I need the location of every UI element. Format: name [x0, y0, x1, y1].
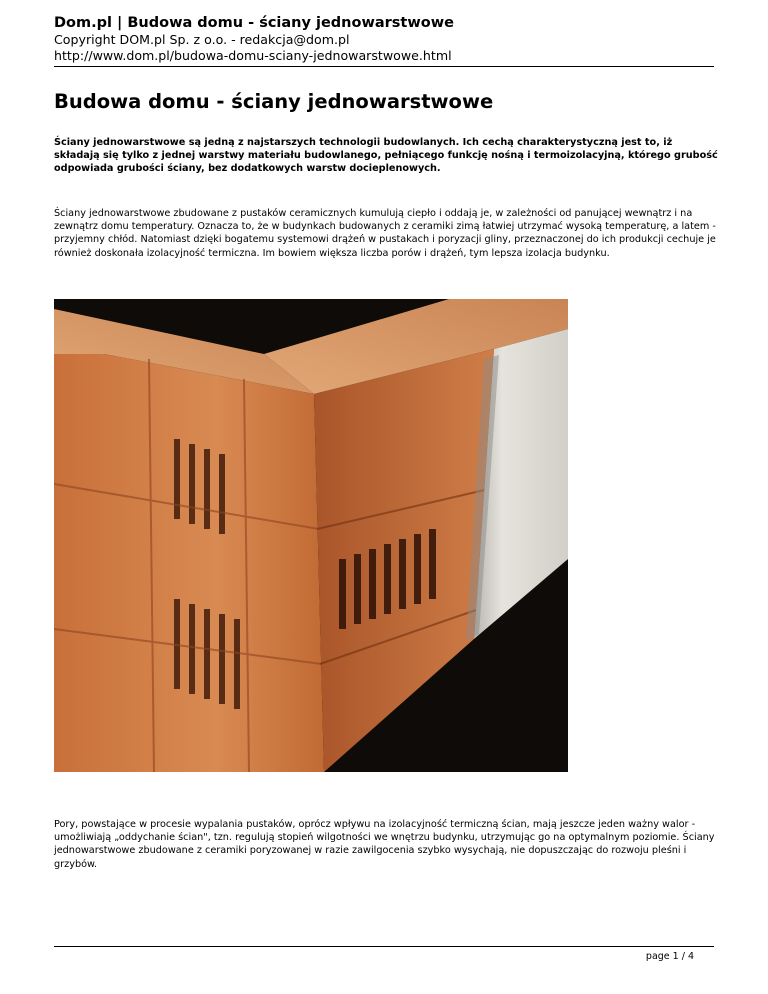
article-lead: Ściany jednowarstwowe są jedną z najstarszych technologii budowlanych. Ich cechą charakterystyczną jest to, iż składają się tylko z jednej warstwy materiału budowlanego, pełniącego funkcję nośną i termoizolacyjną, którego grubość odpowiada grubości ściany, bez dodatkowych warstw docieplenowych.	[54, 137, 718, 175]
wall-face-left	[54, 354, 324, 772]
site-title: Dom.pl | Budowa domu - ściany jednowarstwowe	[54, 15, 454, 31]
source-url[interactable]: http://www.dom.pl/budowa-domu-sciany-jednowarstwowe.html	[54, 48, 452, 63]
copyright-line: Copyright DOM.pl Sp. z o.o. - redakcja@dom.pl	[54, 32, 350, 47]
header-divider	[54, 66, 714, 67]
article-paragraph-1: Ściany jednowarstwowe zbudowane z pustaków ceramicznych kumulują ciepło i oddają je, w zależności od panującej wewnątrz i na zewnątrz domu temperatury. Oznacza to, że w budynkach budowanych z ceramiki zimą łatwiej utrzymać wysoką temperaturę, a latem - przyjemny chłód. Natomiast dzięki bogatemu systemowi drążeń w pustakach i poryzacji gliny, przeznaczonej do ich produkcji cechuje je również doskonała izolacyjność termiczna. Im bowiem większa liczba porów i drążeń, tym lepsza izolacja budynku.	[54, 208, 716, 259]
footer-divider	[54, 946, 714, 947]
brick-wall-photo	[54, 299, 568, 772]
document-header	[54, 14, 714, 64]
page-number: page 1 / 4	[645, 951, 694, 962]
article-heading: Budowa domu - ściany jednowarstwowe	[54, 90, 494, 113]
article-paragraph-2: Pory, powstające w procesie wypalania pustaków, oprócz wpływu na izolacyjność termiczną ścian, mają jeszcze jeden ważny walor - umożliwiają „oddychanie ścian", tzn. regulują stopień wilgotności we wnętrzu budynku, utrzymując go na optymalnym poziomie. Ściany jednowarstwowe zbudowane z ceramiki poryzowanej w razie zawilgocenia szybko wysychają, nie dopuszczając do rozwoju pleśni i grzybów.	[54, 819, 715, 870]
